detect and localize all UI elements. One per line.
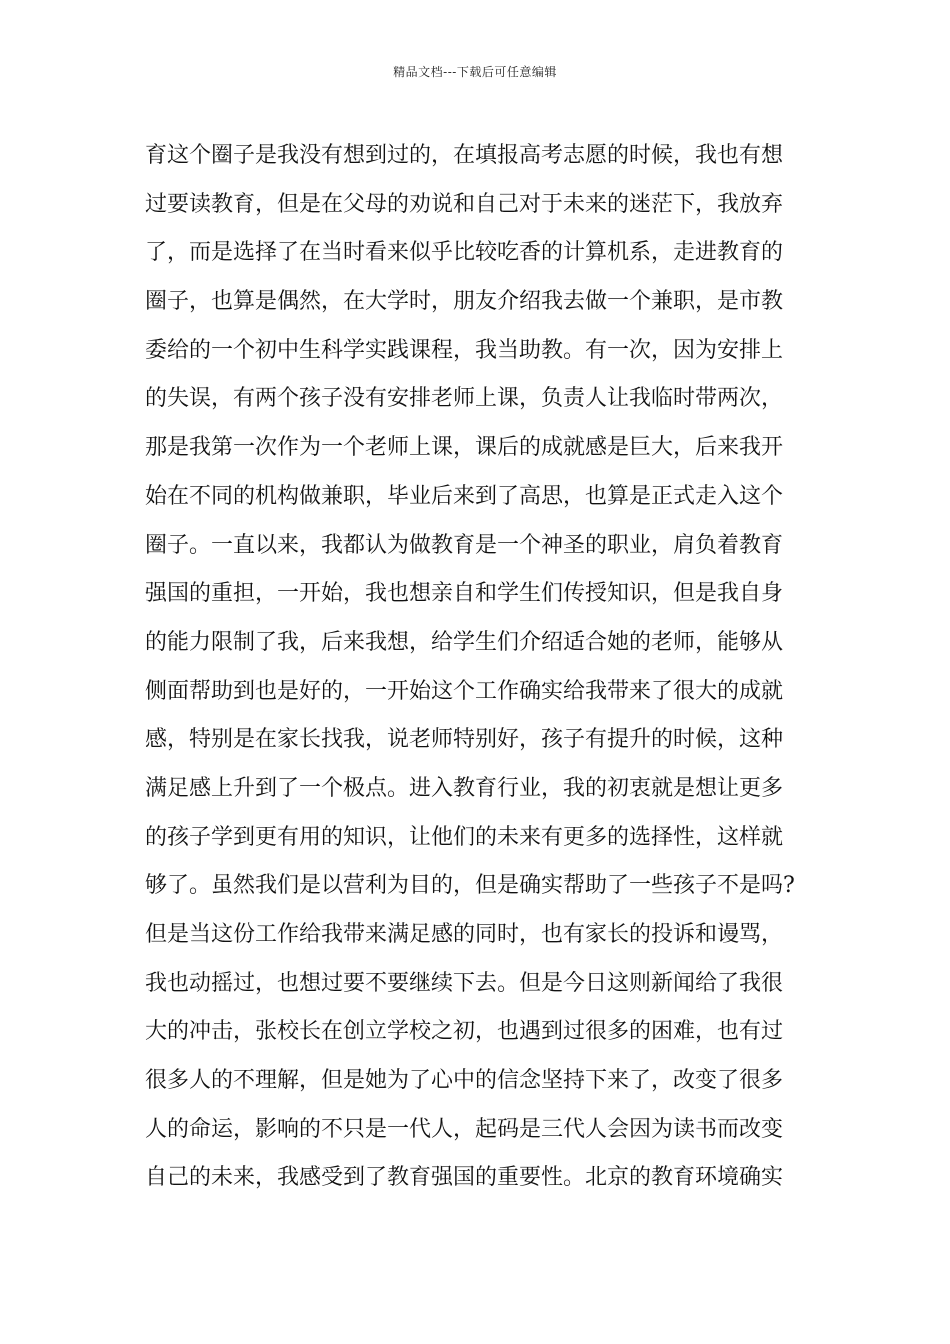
text-line: 侧面帮助到也是好的，一开始这个工作确实给我带来了很大的成就 bbox=[145, 678, 784, 704]
text-line: 我也动摇过，也想过要不要继续下去。但是今日这则新闻给了我很 bbox=[145, 970, 784, 996]
text-line: 满足感上升到了一个极点。进入教育行业，我的初衷就是想让更多 bbox=[145, 775, 784, 801]
text-line: 过要读教育，但是在父母的劝说和自己对于未来的迷茫下，我放弃 bbox=[145, 191, 784, 217]
text-line: 大的冲击，张校长在创立学校之初，也遇到过很多的困难，也有过 bbox=[145, 1019, 784, 1045]
body-text bbox=[145, 132, 815, 1203]
text-line: 的能力限制了我，后来我想，给学生们介绍适合她的老师，能够从 bbox=[145, 629, 784, 655]
text-line: 始在不同的机构做兼职，毕业后来到了高思，也算是正式走入这个 bbox=[145, 483, 784, 509]
text-line: 人的命运，影响的不只是一代人，起码是三代人会因为读书而改变 bbox=[145, 1116, 784, 1142]
text-line: 委给的一个初中生科学实践课程，我当助教。有一次，因为安排上 bbox=[145, 337, 784, 363]
text-line: 的失误，有两个孩子没有安排老师上课，负责人让我临时带两次， bbox=[145, 386, 784, 412]
text-line: 圈子，也算是偶然，在大学时，朋友介绍我去做一个兼职，是市教 bbox=[145, 289, 784, 315]
text-line: 自己的未来，我感受到了教育强国的重要性。北京的教育环境确实 bbox=[145, 1165, 784, 1191]
text-line: 够了。虽然我们是以营利为目的，但是确实帮助了一些孩子不是吗? bbox=[145, 873, 795, 899]
text-line: 很多人的不理解，但是她为了心中的信念坚持下来了，改变了很多 bbox=[145, 1068, 784, 1094]
text-line: 圈子。一直以来，我都认为做教育是一个神圣的职业，肩负着教育 bbox=[145, 532, 784, 558]
text-line: 育这个圈子是我没有想到过的，在填报高考志愿的时候，我也有想 bbox=[145, 143, 784, 168]
text-line: 强国的重担，一开始，我也想亲自和学生们传授知识，但是我自身 bbox=[145, 581, 784, 607]
text-line: 的孩子学到更有用的知识，让他们的未来有更多的选择性，这样就 bbox=[145, 824, 784, 850]
text-line: 但是当这份工作给我带来满足感的同时，也有家长的投诉和谩骂， bbox=[145, 922, 784, 947]
text-line: 那是我第一次作为一个老师上课，课后的成就感是巨大，后来我开 bbox=[145, 435, 784, 461]
text-line: 感，特别是在家长找我，说老师特别好，孩子有提升的时候，这种 bbox=[145, 727, 784, 753]
text-line: 了，而是选择了在当时看来似乎比较吃香的计算机系，走进教育的 bbox=[145, 240, 784, 266]
page-header: 精品文档---下载后可任意编辑 bbox=[393, 65, 557, 79]
